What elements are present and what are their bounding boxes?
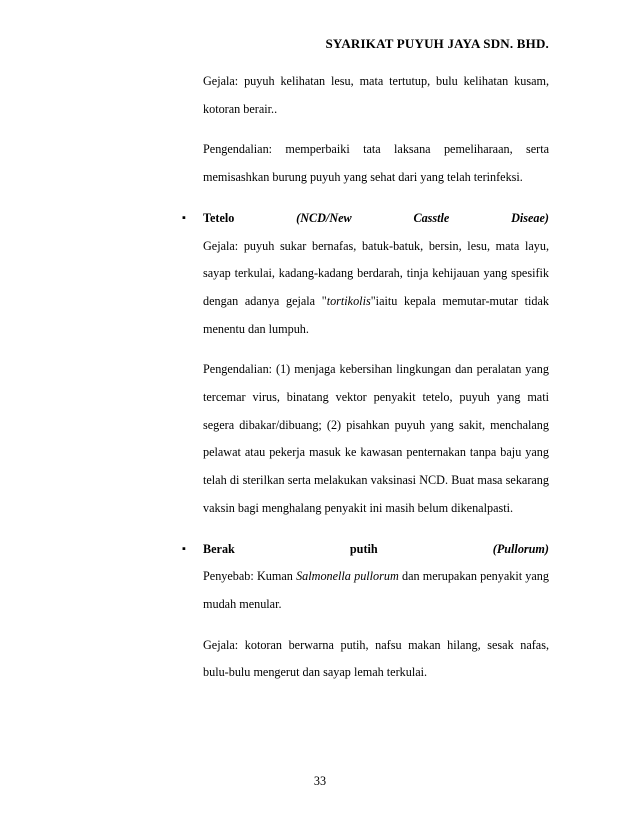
page-header: SYARIKAT PUYUH JAYA SDN. BHD. xyxy=(325,36,549,51)
heading-word: putih xyxy=(349,541,378,556)
heading-tetelo xyxy=(182,205,549,233)
heading-word: Diseae) xyxy=(511,210,549,225)
paragraph-gejala-1: Gejala: puyuh kelihatan lesu, mata tertutup, bulu kelihatan kusam, kotoran berair.. xyxy=(203,74,549,116)
paragraph-penyebab xyxy=(203,563,549,618)
heading-word: Berak xyxy=(203,541,235,556)
heading-word: Tetelo xyxy=(203,210,235,225)
square-bullet-icon: ▪ xyxy=(182,211,186,224)
page-body xyxy=(182,68,549,687)
square-bullet-icon: ▪ xyxy=(182,542,186,555)
heading-word: (Pullorum) xyxy=(492,541,549,556)
heading-word: Casstle xyxy=(413,210,450,225)
page-number-text: 33 xyxy=(313,774,327,788)
paragraph-gejala-berak-putih: Gejala: kotoran berwarna putih, nafsu makan hilang, sesak nafas, bulu-bulu mengerut dan sayap lemah terkulai. xyxy=(203,637,549,680)
paragraph-gejala-tetelo xyxy=(203,233,549,344)
text-run: Gejala: puyuh sukar bernafas, batuk-batuk, bersin, lesu, mata layu, sayap terkulai, kadang-kadang berdarah, tinja kehijauan yang spesifik dengan adanya gejala " xyxy=(203,238,549,308)
text-run: Penyebab: Kuman xyxy=(203,569,297,584)
page-number xyxy=(0,774,638,789)
italic-term: Salmonella pullorum xyxy=(296,569,399,584)
paragraph-pengendalian-tetelo: Pengendalian: (1) menjaga kebersihan lingkungan dan peralatan yang tercemar virus, binatang vektor penyakit tetelo, puyuh yang mati segera dibakar/dibuang; (2) pisahkan puyuh yang sakit, menchalang pelawat atau pekerja masuk ke kawasan penternakan tanpa baju yang telah di sterilkan serta melakukan vaksinasi NCD. Buat masa sekarang vaksin bagi menghalang penyakit ini masih belum dikenalpasti. xyxy=(203,362,549,515)
heading-word: (NCD/New xyxy=(296,210,352,225)
paragraph-pengendalian-1: Pengendalian: memperbaiki tata laksana pemeliharaan, serta memisashkan burung puyuh yang sehat dari yang telah terinfeksi. xyxy=(203,142,549,185)
italic-term: tortikolis xyxy=(326,293,371,308)
heading-berak-putih xyxy=(182,536,549,564)
text-run: dan merupakan penyakit yang mudah menular. xyxy=(203,569,549,611)
text-run: "iaitu kepala memutar-mutar tidak menentu dan lumpuh. xyxy=(203,293,549,336)
